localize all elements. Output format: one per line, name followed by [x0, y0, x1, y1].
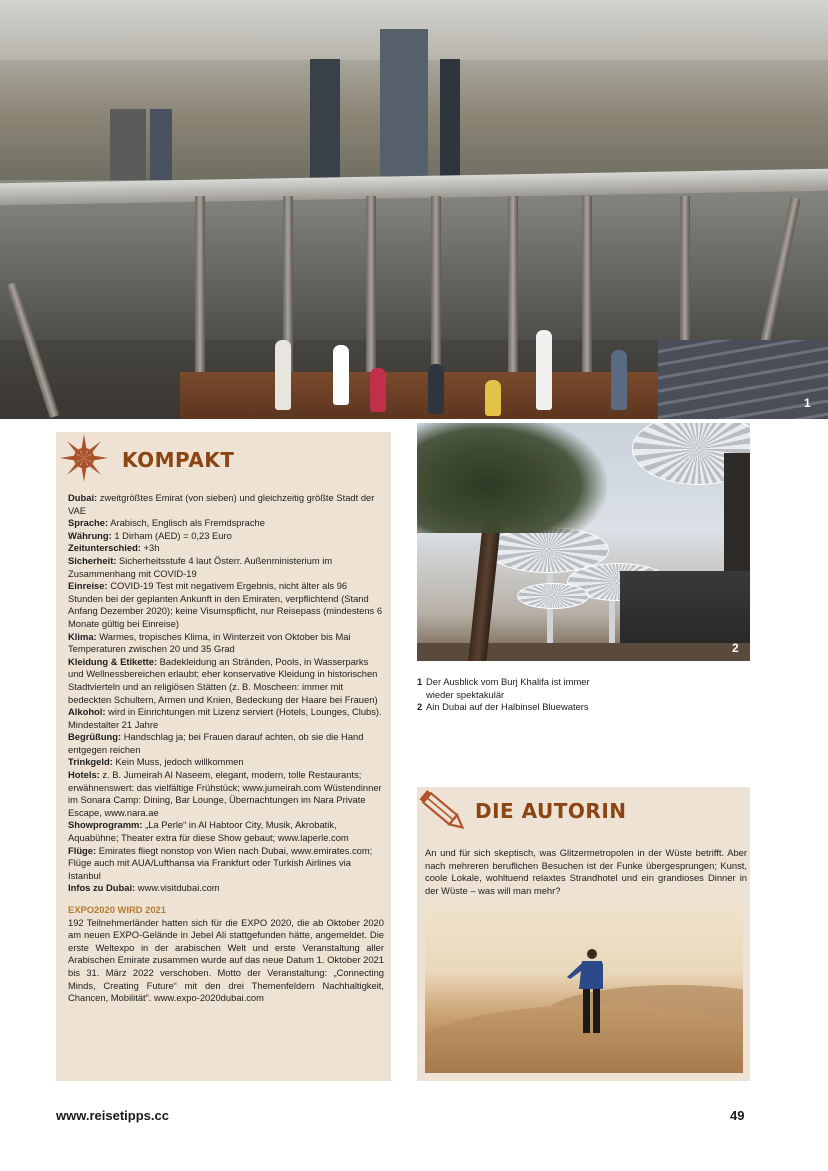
caption-number: 1 — [417, 676, 423, 687]
kompakt-entry: Trinkgeld: Kein Muss, jedoch willkommen — [68, 756, 244, 768]
skyscraper — [440, 59, 460, 179]
page-number: 49 — [730, 1108, 745, 1123]
skyscraper — [380, 29, 428, 189]
kompakt-body — [68, 492, 384, 1005]
kompakt-entry: Flüge: Emirates fliegt nonstop von Wien nach Dubai, www.emirates.com; Flüge auch mit AUA/Lufthansa via Frankfurt oder Turkish Airlines via Istanbul — [68, 844, 373, 881]
author-figure — [553, 945, 603, 1035]
palm-leaves — [417, 423, 607, 533]
autorin-text: An und für sich skeptisch, was Glitzermetropolen in der Wüste betrifft. Aber nach mehreren beruflichen Besuchen ist der Funke übergesprungen; Kunst, coole Lokale, wohltuend relaxtes Strandhotel und ein grandioses Dinner in der Wüste – was will man mehr? — [425, 847, 747, 896]
kompakt-entry: Sicherheit: Sicherheitsstufe 4 laut Österr. Außenministerium im Zusammenhang mit COVID-19 — [68, 554, 333, 579]
kompakt-entry: Zeitunterschied: +3h — [68, 542, 160, 554]
kompakt-entry: Dubai: zweitgrößtes Emirat (von sieben) und gleichzeitig größte Stadt der VAE — [68, 492, 375, 516]
kompakt-entry: Hotels: z. B. Jumeirah Al Naseem, elegant, modern, tolle Restaurants; erwähnenswert: das vielfältige Frühstück; www.jumeirah.com Wüstendinner im Sonara Camp: Dining, Bar Lounge, Übernachtungen im Nara Private Escape, www.nara.ae — [68, 769, 382, 818]
caption-text: Ain Dubai auf der Halbinsel Bluewaters — [426, 701, 589, 712]
compass-star-icon — [60, 434, 108, 482]
pencil-icon — [417, 787, 471, 837]
kompakt-entry: Showprogramm: „La Perle“ in Al Habtoor City, Musik, Akrobatik, Aquabühne; Theater extra für diese Show gebaut; www.laperle.com — [68, 819, 349, 844]
photo-number: 1 — [804, 396, 811, 410]
observation-glass — [0, 180, 828, 340]
kompakt-entry: Kleidung & Etikette: Badekleidung an Stränden, Pools, in Wasserparks und Wellnessbereichen erlaubt; eher konservative Kleidung in historischen Stadtvierteln und an religiösen Stätten (z. B. Moscheen: immer mit bedeckten Schultern, Armen und Knien, Bedeckung der Haare bei Frauen) — [68, 655, 378, 705]
kompakt-entry: Klima: Warmes, tropisches Klima, in Winterzeit von Oktober bis Mai Temperaturen zwischen 20 und 35 Grad — [68, 630, 351, 655]
canopy-structure — [517, 583, 589, 609]
skyscraper — [310, 59, 340, 189]
skyscraper — [150, 109, 172, 189]
kompakt-entry: Währung: 1 Dirham (AED) = 0,23 Euro — [68, 529, 232, 541]
railing-post — [582, 196, 592, 396]
visitor — [536, 330, 552, 410]
expo-text: 192 Teilnehmerländer hatten sich für die EXPO 2020, die ab Oktober 2020 am neuen EXPO-Gelände in Jebel Ali stattgefunden hätte, angemeldet. Die erste Weltexpo in der arabischen Welt und erste Veranstaltung aller Arabischen Emirate zusammen wurde auf das neue Datum 1. Oktober 2021 bis 31. März 2022 verschoben. Motto der Veranstaltung: „Connecting Minds, Creating Future“ mit den drei Themenfeldern Nachhaltigkeit, Chancen, Mobilität“. www.expo-2020dubai.com — [68, 916, 384, 1004]
caption-text: Der Ausblick vom Burj Khalifa ist immer wieder spektakulär — [426, 676, 590, 700]
visitor — [611, 350, 627, 410]
visitor — [370, 368, 386, 412]
stairs — [658, 340, 828, 419]
visitor — [485, 380, 501, 416]
autorin-box — [417, 787, 750, 1081]
caption-number: 2 — [417, 701, 423, 712]
kompakt-entry: Begrüßung: Handschlag ja; bei Frauen darauf achten, ob sie die Hand entgegen reichen — [68, 731, 364, 755]
autorin-title: DIE AUTORIN — [475, 799, 627, 823]
hero-photo-burj-khalifa-view — [0, 0, 828, 419]
railing-post — [508, 196, 518, 396]
footer-website: www.reisetipps.cc — [56, 1108, 169, 1123]
photo-captions — [417, 676, 750, 714]
railing-post — [366, 196, 376, 396]
author-photo-desert — [425, 905, 743, 1073]
kompakt-title: KOMPAKT — [122, 448, 235, 472]
caption — [417, 701, 750, 714]
photo-bluewaters — [417, 423, 750, 661]
visitor — [275, 340, 291, 410]
kompakt-box — [56, 432, 391, 1081]
visitor — [333, 345, 349, 405]
kompakt-entry: Sprache: Arabisch, Englisch als Fremdsprache — [68, 517, 265, 529]
railing-post — [195, 196, 205, 396]
expo-heading: EXPO2020 WIRD 2021 — [68, 904, 166, 915]
kompakt-entry: Infos zu Dubai: www.visitdubai.com — [68, 882, 220, 894]
photo-number: 2 — [732, 641, 739, 655]
ground — [417, 643, 750, 661]
kompakt-entry: Einreise: COVID-19 Test mit negativem Ergebnis, nicht älter als 96 Stunden bei der geplanten Ankunft in den Emiraten, verpflichtend (Stand Anfang Dezember 2020); keine Visumspflicht, nur Reisepass (mindestens 6 Monate gültig bei Einreise) — [68, 580, 383, 629]
kompakt-entry: Alkohol: wird in Einrichtungen mit Lizenz serviert (Hotels, Lounges, Clubs). Mindestalter 21 Jahre — [68, 706, 382, 730]
visitor — [428, 364, 444, 414]
caption — [417, 676, 750, 701]
